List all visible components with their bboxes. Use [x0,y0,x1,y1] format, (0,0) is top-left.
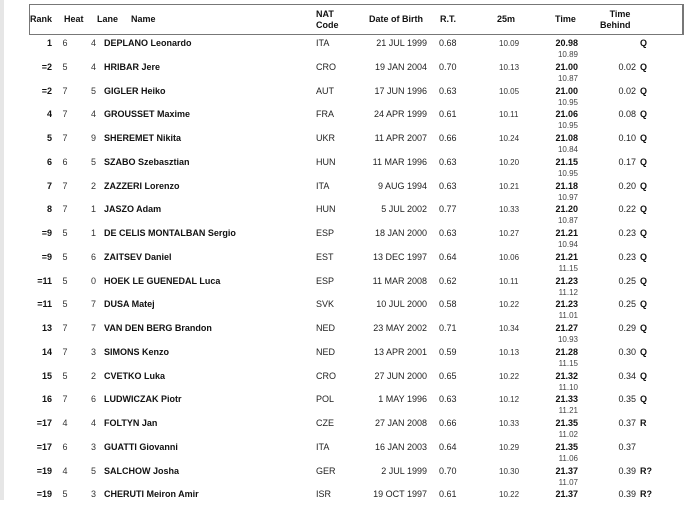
header-nat-line2: Code [316,20,339,30]
date-of-birth: 9 AUG 1994 [377,180,427,191]
date-of-birth: 11 MAR 2008 [372,275,427,286]
table-row [0,323,700,347]
table-row [0,394,700,418]
date-of-birth: 24 APR 1999 [373,109,427,120]
qualification-mark: Q [640,275,648,286]
final-time: 20.98 [555,38,578,48]
athlete-name: SZABO Szebasztian [104,156,190,167]
nat-code: CRO [316,370,336,381]
final-time: 21.20 [555,204,578,215]
split-25m: 10.22 [499,490,520,500]
split-50m: 11.15 [558,263,578,273]
nat-code: CZE [316,418,334,428]
heat-cell: 5 [62,299,68,310]
split-50m: 10.95 [557,168,578,178]
nat-code: AUT [316,85,334,96]
time-behind: 0.22 [618,204,636,215]
lane-cell: 6 [90,251,96,262]
qualification-mark: Q [640,38,648,48]
final-time: 21.00 [555,85,578,96]
header-rank: Rank [30,14,53,24]
time-behind: 0.20 [618,180,636,191]
athlete-name: GROUSSET Maxime [104,109,191,120]
split-50m: 11.12 [558,287,578,297]
qualification-mark: R? [640,465,652,476]
split-50m: 11.21 [558,406,578,416]
time-behind: 0.30 [618,346,636,357]
athlete-name: SIMONS Kenzo [104,346,170,357]
header-25m: 25m [497,14,516,24]
final-time: 21.08 [555,133,578,143]
date-of-birth: 11 MAR 1996 [372,156,427,167]
nat-code: NED [316,346,336,357]
final-time: 21.35 [555,418,578,428]
rank-cell: =9 [41,228,52,238]
split-25m: 10.06 [499,252,520,262]
qualification-mark: Q [640,180,648,191]
rank-cell: 14 [41,346,52,357]
split-25m: 10.33 [499,419,520,428]
lane-cell: 4 [90,38,96,48]
date-of-birth: 19 JAN 2004 [374,61,427,72]
table-row [0,489,700,513]
heat-cell: 7 [62,204,68,215]
table-header [29,4,684,35]
time-behind: 0.23 [618,251,636,262]
lane-cell: 2 [90,370,96,381]
header-lane: Lane [97,14,119,24]
date-of-birth: 13 DEC 1997 [372,251,427,262]
lane-cell: 5 [90,156,96,167]
heat-cell: 7 [62,109,68,120]
rank-cell: =2 [41,85,52,96]
lane-cell: 4 [90,418,96,428]
split-25m: 10.27 [499,229,520,238]
reaction-time: 0.66 [439,133,457,143]
reaction-time: 0.63 [439,156,457,167]
split-50m: 10.93 [557,335,578,344]
rank-cell: =11 [37,275,52,286]
lane-cell: 1 [90,228,96,238]
time-behind: 0.10 [618,133,636,143]
split-50m: 10.95 [557,97,578,107]
athlete-name: DEPLANO Leonardo [104,38,192,48]
split-25m: 10.11 [499,276,519,286]
table-row [0,442,700,466]
split-25m: 10.33 [499,205,520,215]
split-25m: 10.22 [499,371,520,381]
date-of-birth: 19 OCT 1997 [373,489,427,500]
lane-cell: 6 [90,394,96,405]
heat-cell: 6 [62,156,68,167]
qualification-mark: R [640,418,647,428]
split-25m: 10.24 [499,134,520,143]
date-of-birth: 27 JUN 2000 [374,370,427,381]
reaction-time: 0.64 [439,251,457,262]
qualification-mark: Q [640,299,648,310]
heat-cell: 7 [62,180,68,191]
rank-cell: =17 [36,418,52,428]
date-of-birth: 1 MAY 1996 [378,394,427,405]
lane-cell: 4 [90,109,96,120]
date-of-birth: 18 JAN 2000 [374,228,427,238]
heat-cell: 7 [62,85,68,96]
final-time: 21.37 [555,465,578,476]
table-row [0,252,700,276]
reaction-time: 0.62 [439,275,457,286]
qualification-mark: Q [640,228,648,238]
date-of-birth: 21 JUL 1999 [376,38,427,48]
table-row [0,466,700,490]
athlete-name: LUDWICZAK Piotr [104,394,182,405]
table-row [0,418,700,442]
heat-cell: 6 [62,38,68,48]
nat-code: ESP [316,275,335,286]
final-time: 21.23 [555,299,578,310]
heat-cell: 7 [62,323,68,333]
final-time: 21.06 [555,109,578,120]
date-of-birth: 10 JUL 2000 [376,299,427,310]
qualification-mark: Q [640,370,648,381]
table-row [0,347,700,371]
reaction-time: 0.68 [439,38,457,48]
athlete-name: ZAITSEV Daniel [104,251,172,262]
rank-cell: =11 [37,299,52,310]
date-of-birth: 23 MAY 2002 [373,323,427,333]
reaction-time: 0.63 [439,394,457,405]
table-row [0,86,700,110]
rank-cell: 15 [41,370,52,381]
header-name: Name [131,14,156,24]
final-time: 21.21 [555,228,578,238]
time-behind: 0.08 [618,109,636,120]
heat-cell: 7 [62,346,68,357]
split-25m: 10.34 [499,324,520,333]
rank-cell: 4 [46,109,52,120]
reaction-time: 0.58 [439,299,457,310]
lane-cell: 5 [90,85,96,96]
final-time: 21.33 [555,394,578,405]
nat-code: ESP [316,228,335,238]
reaction-time: 0.61 [439,109,457,120]
rank-cell: 16 [41,394,52,405]
time-behind: 0.17 [618,156,636,167]
time-behind: 0.37 [618,418,636,428]
rank-cell: =9 [41,251,52,262]
lane-cell: 3 [90,441,96,452]
time-behind: 0.25 [618,275,636,286]
time-behind: 0.37 [618,441,636,452]
split-50m: 11.02 [558,430,578,439]
nat-code: HUN [316,156,336,167]
header-time: Time [555,14,576,24]
date-of-birth: 16 JAN 2003 [374,441,427,452]
header-heat: Heat [64,14,84,24]
athlete-name: HRIBAR Jere [104,61,161,72]
nat-code: NED [316,323,336,333]
qualification-mark: Q [640,85,648,96]
qualification-mark: Q [640,394,648,405]
split-25m: 10.05 [499,86,520,96]
heat-cell: 5 [62,228,68,238]
final-time: 21.28 [555,346,578,357]
split-50m: 11.10 [558,382,578,392]
split-25m: 10.30 [499,466,520,476]
athlete-name: FOLTYN Jan [104,418,158,428]
final-time: 21.23 [555,275,578,286]
lane-cell: 1 [90,204,96,215]
split-50m: 11.15 [558,358,578,368]
split-50m: 10.87 [557,73,578,83]
split-50m: 10.87 [557,216,578,226]
time-behind: 0.02 [618,85,636,96]
lane-cell: 5 [90,465,96,476]
athlete-name: CVETKO Luka [104,370,166,381]
reaction-time: 0.63 [439,228,457,238]
header-behind-line2: Behind [600,20,631,30]
table-row [0,62,700,86]
reaction-time: 0.59 [439,346,457,357]
rank-cell: 8 [46,204,52,215]
reaction-time: 0.70 [439,61,457,72]
nat-code: ITA [316,38,330,48]
lane-cell: 9 [90,133,96,143]
reaction-time: 0.71 [439,323,457,333]
nat-code: HUN [316,204,336,215]
athlete-name: GUATTI Giovanni [104,441,178,452]
table-row [0,276,700,300]
table-row [0,204,700,228]
split-50m: 10.95 [557,121,578,131]
split-25m: 10.29 [499,442,520,452]
split-25m: 10.12 [499,395,520,405]
table-row [0,181,700,205]
lane-cell: 7 [90,299,96,310]
heat-cell: 6 [62,441,68,452]
final-time: 21.00 [555,61,578,72]
table-row [0,157,700,181]
rank-cell: 7 [46,180,52,191]
athlete-name: VAN DEN BERG Brandon [104,323,212,333]
split-25m: 10.21 [499,181,520,191]
split-50m: 10.94 [557,240,578,249]
athlete-name: SHEREMET Nikita [104,133,182,143]
nat-code: ISR [316,489,332,500]
heat-cell: 4 [62,465,68,476]
qualification-mark: Q [640,204,648,215]
athlete-name: DUSA Matej [104,299,155,310]
time-behind: 0.25 [618,299,636,310]
lane-cell: 3 [90,489,96,500]
table-row [0,299,700,323]
nat-code: POL [316,394,335,405]
reaction-time: 0.63 [439,85,457,96]
lane-cell: 7 [90,323,96,333]
date-of-birth: 5 JUL 2002 [381,204,427,215]
lane-cell: 0 [90,275,96,286]
time-behind: 0.02 [618,61,636,72]
athlete-name: DE CELIS MONTALBAN Sergio [104,228,236,238]
date-of-birth: 27 JAN 2008 [374,418,427,428]
athlete-name: ZAZZERI Lorenzo [104,180,180,191]
nat-code: ITA [316,180,330,191]
split-25m: 10.09 [499,39,520,48]
nat-code: FRA [316,109,334,120]
date-of-birth: 13 APR 2001 [373,346,427,357]
table-row [0,38,700,62]
athlete-name: JASZO Adam [104,204,162,215]
final-time: 21.21 [555,251,578,262]
heat-cell: 7 [62,133,68,143]
athlete-name: GIGLER Heiko [104,85,166,96]
qualification-mark: Q [640,251,648,262]
final-time: 21.35 [555,441,578,452]
reaction-time: 0.66 [439,418,457,428]
heat-cell: 5 [62,61,68,72]
date-of-birth: 2 JUL 1999 [381,465,427,476]
time-behind: 0.35 [618,394,636,405]
header-behind-line1: Time [609,9,631,19]
lane-cell: 2 [90,180,96,191]
split-50m: 10.97 [557,192,578,202]
nat-code: GER [316,465,336,476]
rank-cell: 13 [41,323,52,333]
reaction-time: 0.64 [439,441,457,452]
split-25m: 10.11 [499,110,519,120]
time-behind: 0.29 [618,323,636,333]
split-50m: 11.07 [558,477,578,487]
heat-cell: 5 [62,489,68,500]
athlete-name: CHERUTI Meiron Amir [104,489,199,500]
time-behind: 0.34 [618,370,636,381]
split-50m: 10.89 [557,50,578,59]
qualification-mark: R? [640,489,652,500]
heat-cell: 7 [62,394,68,405]
rank-cell: 1 [46,38,52,48]
time-behind: 0.39 [618,465,636,476]
split-50m: 10.84 [557,145,578,154]
lane-cell: 3 [90,346,96,357]
nat-code: ITA [316,441,330,452]
rank-cell: =2 [41,61,52,72]
final-time: 21.27 [555,323,578,333]
rank-cell: 5 [46,133,52,143]
split-50m: 11.01 [558,311,578,321]
header-nat-line1: NAT [316,9,334,19]
rank-cell: 6 [46,156,52,167]
time-behind: 0.23 [618,228,636,238]
nat-code: UKR [316,133,336,143]
split-25m: 10.13 [499,62,520,72]
reaction-time: 0.65 [439,370,457,381]
heat-cell: 5 [62,370,68,381]
split-25m: 10.13 [499,347,520,357]
header-rt: R.T. [440,14,457,24]
lane-cell: 4 [90,61,96,72]
date-of-birth: 17 JUN 1996 [374,85,427,96]
final-time: 21.18 [555,180,578,191]
final-time: 21.37 [555,489,578,500]
qualification-mark: Q [640,109,648,120]
qualification-mark: Q [640,323,648,333]
reaction-time: 0.70 [439,465,457,476]
time-behind: 0.39 [618,489,636,500]
reaction-time: 0.61 [439,489,457,500]
final-time: 21.32 [555,370,578,381]
nat-code: EST [316,251,334,262]
nat-code: SVK [316,299,335,310]
heat-cell: 5 [62,275,68,286]
rank-cell: =19 [36,465,52,476]
date-of-birth: 11 APR 2007 [374,133,427,143]
athlete-name: SALCHOW Josha [104,465,180,476]
table-row [0,133,700,157]
rank-cell: =19 [36,489,52,500]
reaction-time: 0.63 [439,180,457,191]
qualification-mark: Q [640,156,648,167]
table-row [0,228,700,252]
qualification-mark: Q [640,133,648,143]
header-dob: Date of Birth [369,14,423,24]
table-row [0,109,700,133]
reaction-time: 0.77 [439,204,457,215]
heat-cell: 5 [62,251,68,262]
qualification-mark: Q [640,61,648,72]
split-50m: 11.06 [558,453,578,463]
table-row [0,371,700,395]
qualification-mark: Q [640,346,648,357]
athlete-name: HOEK LE GUENEDAL Luca [104,275,221,286]
nat-code: CRO [316,61,336,72]
final-time: 21.15 [555,156,578,167]
split-25m: 10.20 [499,157,520,167]
heat-cell: 4 [62,418,68,428]
split-25m: 10.22 [499,300,520,310]
rank-cell: =17 [36,441,52,452]
